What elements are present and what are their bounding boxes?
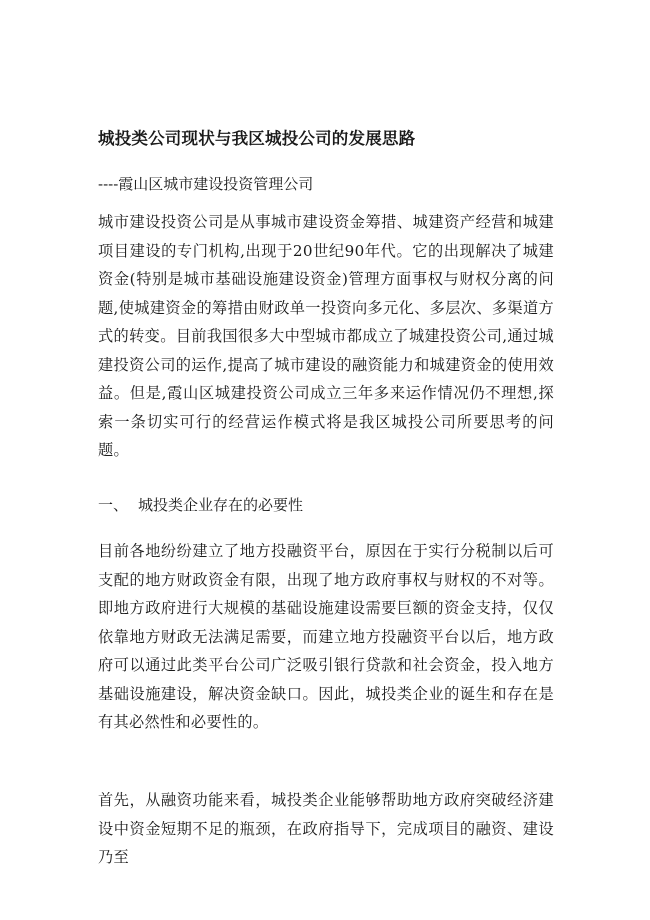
intro-paragraph: 城市建设投资公司是从事城市建设资金筹措、城建资产经营和城建项目建设的专门机构,出现于20世纪90年代。它的出现解决了城建资金(特别是城市基础设施建设资金)管理方面事权与财权分离的问题,使城建资金的筹措由财政单一投资向多元化、多层次、多渠道方式的转变。目前我国很多大中型城市都成立了城建投资公司,通过城建投资公司的运作,提高了城市建设的融资能力和城建资金的使用效益。但是,霞山区城建投资公司成立三年多来运作情况仍不理想,探索一条切实可行的经营运作模式将是我区城投公司所要思考的问题。	[98, 213, 554, 459]
section-heading-text: 城投类企业存在的必要性	[138, 496, 304, 514]
section-paragraph-1: 目前各地纷纷建立了地方投融资平台，原因在于实行分税制以后可支配的地方财政资金有限，出现了地方政府事权与财权的不对等。即地方政府进行大规模的基础设施建设需要巨额的资金支持，仅仅依靠地方财政无法满足需要，而建立地方投融资平台以后，地方政府可以通过此类平台公司广泛吸引银行贷款和社会资金，投入地方基础设施建设，解决资金缺口。因此，城投类企业的诞生和存在是有其必然性和必要性的。	[98, 542, 554, 731]
document-subtitle: ----霞山区城市建设投资管理公司	[98, 175, 314, 193]
section-heading	[98, 492, 554, 518]
section-number: 一、	[98, 496, 129, 514]
document-title: 城投类公司现状与我区城投公司的发展思路	[98, 129, 416, 148]
section-paragraph-2: 首先，从融资功能来看，城投类企业能够帮助地方政府突破经济建设中资金短期不足的瓶颈，在政府指导下，完成项目的融资、建设乃至	[98, 791, 554, 866]
